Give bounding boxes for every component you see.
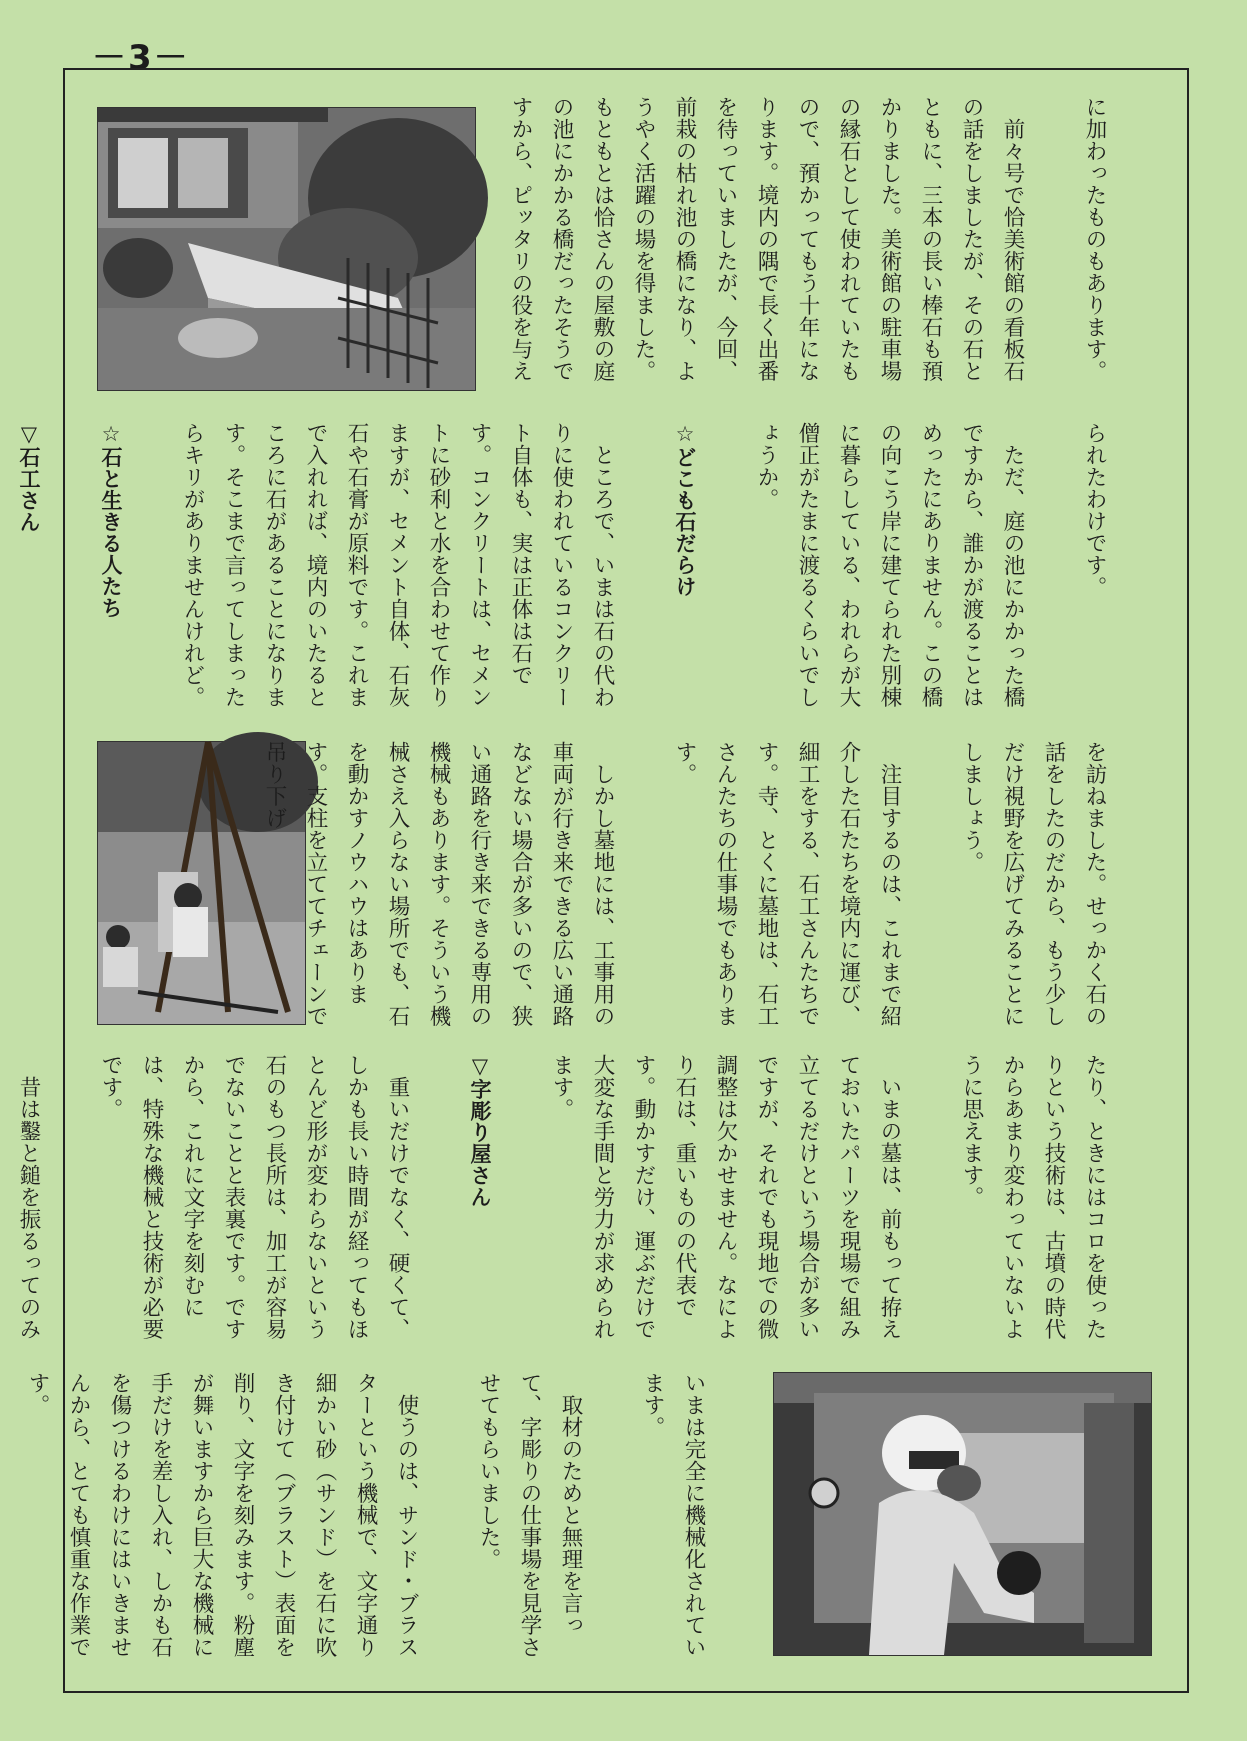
text-block-tier4 xyxy=(16,1054,1156,1344)
subsection-heading: ▽石工さん xyxy=(17,422,41,533)
paragraph: たり、ときにはコロを使ったりという技術は、古墳の時代からあまり変わっていないように思えます。 xyxy=(959,1054,1107,1340)
garden-bridge-photo xyxy=(97,107,476,391)
paragraph: ただ、庭の池にかかった橋ですから、誰かが渡ることはめったにありません。この橋の向こう岸に建てられた別棟に暮らしている、われらが大僧正がたまに渡るくらいでしょうか。 xyxy=(754,422,1025,708)
section-heading: ☆どこも石だらけ xyxy=(673,422,697,597)
text-block-tier5 xyxy=(25,1372,755,1662)
paragraph: いまの墓は、前もって拵えておいたパーツを現場で組み立てるだけという場合が多いですが、それでも現地での微調整は欠かせません。なにより石は、重いものの代表です。動かすだけ、運ぶだけで大変な手間と労力が求められます。 xyxy=(549,1054,902,1340)
paragraph: 重いだけでなく、硬くて、しかも長い時間が経ってもほとんど形が変わらないという石のもつ長所は、加工が容易でないことと表裏です。ですから、これに文字を刻むには、特殊な機械と技術が必要です。 xyxy=(98,1054,410,1340)
text-block-tier2 xyxy=(17,422,1156,712)
sandblast-worker-photo xyxy=(773,1372,1152,1656)
paragraph: 使うのは、サンド・ブラスターという機械で、文字通り細かい砂（サンド）を石に吹き付けて（ブラスト）表面を削り、文字を刻みます。粉塵が舞いますから巨大な機械に手だけを差し入れ、しかも石を傷つけるわけにはいきませんから、とても慎重な作業です。 xyxy=(25,1372,419,1658)
paragraph: られたわけです。 xyxy=(1082,422,1107,598)
section-heading: ☆石と生きる人たち xyxy=(99,422,123,619)
text-block-tier1 xyxy=(496,96,1156,392)
paragraph: 昔は鑿と鎚を振るってのみ xyxy=(16,1075,41,1340)
paragraph: 取材のためと無理を言って、字彫りの仕事場を見学させてもらいました。 xyxy=(476,1372,583,1658)
paragraph: いまは完全に機械化されています。 xyxy=(640,1372,706,1658)
paragraph: 注目するのは、これまで紹介した石たちを境内に運び、細工をする、石工さんたちです。寺、とくに墓地は、石工さんたちの仕事場でもあります。 xyxy=(672,741,902,1027)
paragraph: ところで、いまは石の代わりに使われているコンクリート自体も、実は正体は石です。コンクリートは、セメントに砂利と水を合わせて作りますが、セメント自体、石灰石や石膏が原料です。これまで入れれば、境内のいたるところに石があることになります。そこまで言ってしまったらキリがありませんけれど。 xyxy=(180,422,615,708)
text-block-tier3 xyxy=(262,741,1156,1029)
paragraph: に加わったものもあります。 xyxy=(1082,96,1107,382)
page-number: －3－ xyxy=(92,38,190,78)
paragraph: を訪ねました。せっかく石の話をしたのだから、もう少しだけ視野を広げてみることにしましょう。 xyxy=(959,741,1107,1027)
paragraph: 前々号で恰美術館の看板石の話をしましたが、その石とともに、三本の長い棒石も預かりました。美術館の駐車場の縁石として使われていたもので、預かってもう十年になります。境内の隅で長く出番を待っていましたが、今回、前栽の枯れ池の橋になり、ようやく活躍の場を得ました。もともとは恰さんの屋敷の庭の池にかかる橋だったそうですから、ピッタリの役を与え xyxy=(508,96,1025,382)
subsection-heading: ▽字彫り屋さん xyxy=(468,1054,492,1208)
paragraph: しかし墓地には、工事用の車両が行き来できる広い通路などない場合が多いので、狭い通路を行き来できる専用の機械もあります。そういう機械さえ入らない場所でも、石を動かすノウハウはあります。支柱を立ててチェーンで吊り下げ xyxy=(262,741,615,1027)
